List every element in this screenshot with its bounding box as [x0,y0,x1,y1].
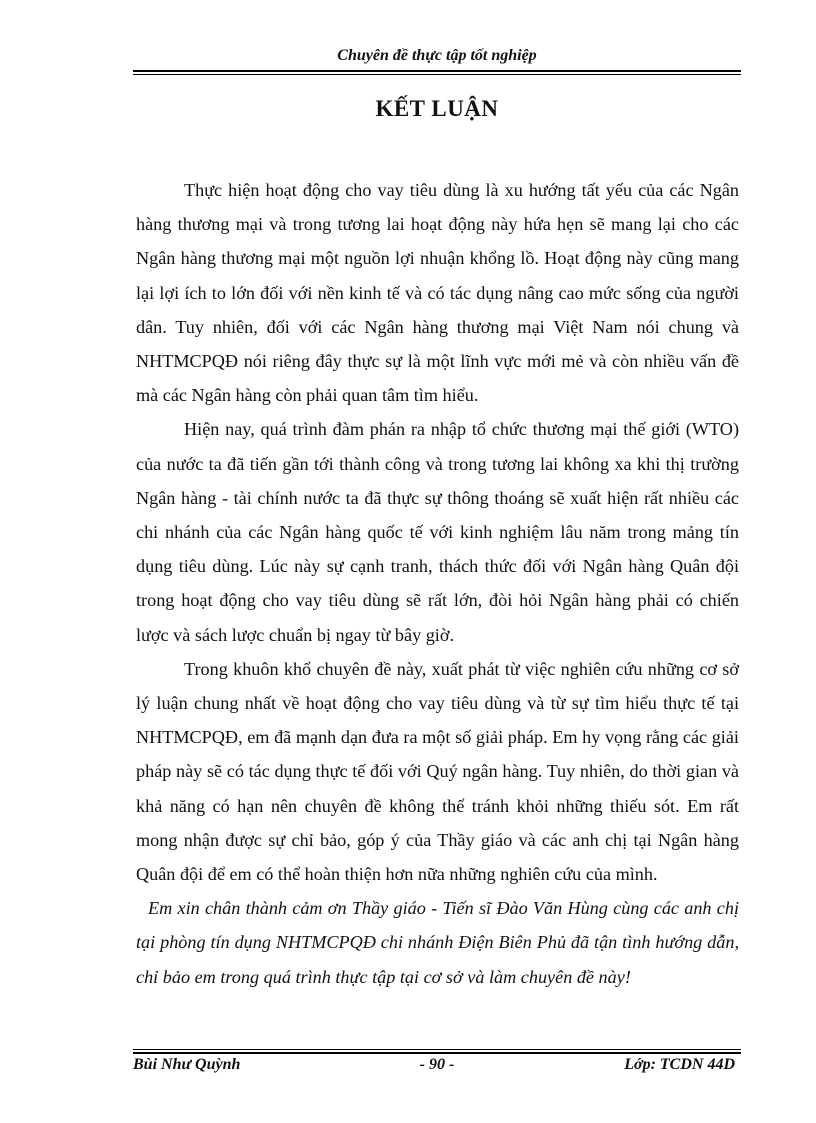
footer-class: Lớp: TCDN 44D [624,1056,735,1073]
page-number: - 90 - [419,1056,455,1073]
header-title: Chuyên đề thực tập tốt nghiệp [337,47,537,64]
paragraph-2: Hiện nay, quá trình đàm phán ra nhập tổ chức thương mại thế giới (WTO) của nước ta đã tiến gần tới thành công và trong tương lai không xa khi thị trường Ngân hàng - tài chính nước ta đã thực sự thông thoáng sẽ xuất hiện rất nhiều các chi nhánh của các Ngân hàng quốc tế với kinh nghiệm lâu năm trong mảng tín dụng tiêu dùng. Lúc này sự cạnh tranh, thách thức đối với Ngân hàng Quân đội trong hoạt động cho vay tiêu dùng sẽ rất lớn, đòi hỏi Ngân hàng phải có chiến lược và sách lược chuẩn bị ngay từ bây giờ. [136,419,739,645]
body-text [136,173,739,994]
header-rule [133,70,741,72]
paragraph-3: Trong khuôn khổ chuyên đề này, xuất phát từ việc nghiên cứu những cơ sở lý luận chung nhất về hoạt động cho vay tiêu dùng và từ sự tìm hiểu thực tế tại NHTMCPQĐ, em đã mạnh dạn đưa ra một số giải pháp. Em hy vọng rằng các giải pháp này sẽ có tác dụng thực tế đối với Quý ngân hàng. Tuy nhiên, do thời gian và khả năng có hạn nên chuyên đề không thể tránh khỏi những thiếu sót. Em rất mong nhận được sự chỉ bảo, góp ý của Thầy giáo và các anh chị tại Ngân hàng Quân đội để em có thể hoàn thiện hơn nữa những nghiên cứu của mình. [136,658,739,885]
paragraph-1: Thực hiện hoạt động cho vay tiêu dùng là xu hướng tất yếu của các Ngân hàng thương mại và trong tương lai hoạt động này hứa hẹn sẽ mang lại cho các Ngân hàng thương mại một nguồn lợi nhuận khổng lồ. Hoạt động này cũng mang lại lợi ích to lớn đối với nền kinh tế và có tác dụng nâng cao mức sống của người dân. Tuy nhiên, đối với các Ngân hàng thương mại Việt Nam nói chung và NHTMCPQĐ nói riêng đây thực sự là một lĩnh vực mới mẻ và còn nhiều vấn đề mà các Ngân hàng còn phải quan tâm tìm hiểu. [136,180,739,406]
header-rule-thin [133,74,741,75]
thanks-paragraph: Em xin chân thành cảm ơn Thầy giáo - Tiến sĩ Đào Văn Hùng cùng các anh chị tại phòng tín dụng NHTMCPQĐ chi nhánh Điện Biên Phủ đã tận tình hướng dẫn, chỉ bảo em trong quá trình thực tập tại cơ sở và làm chuyên đề này! [136,898,739,987]
footer-rule-thin [133,1049,741,1050]
footer-rule [133,1052,741,1054]
section-heading: KẾT LUẬN [375,96,499,121]
footer-author: Bùi Như Quỳnh [133,1056,241,1073]
